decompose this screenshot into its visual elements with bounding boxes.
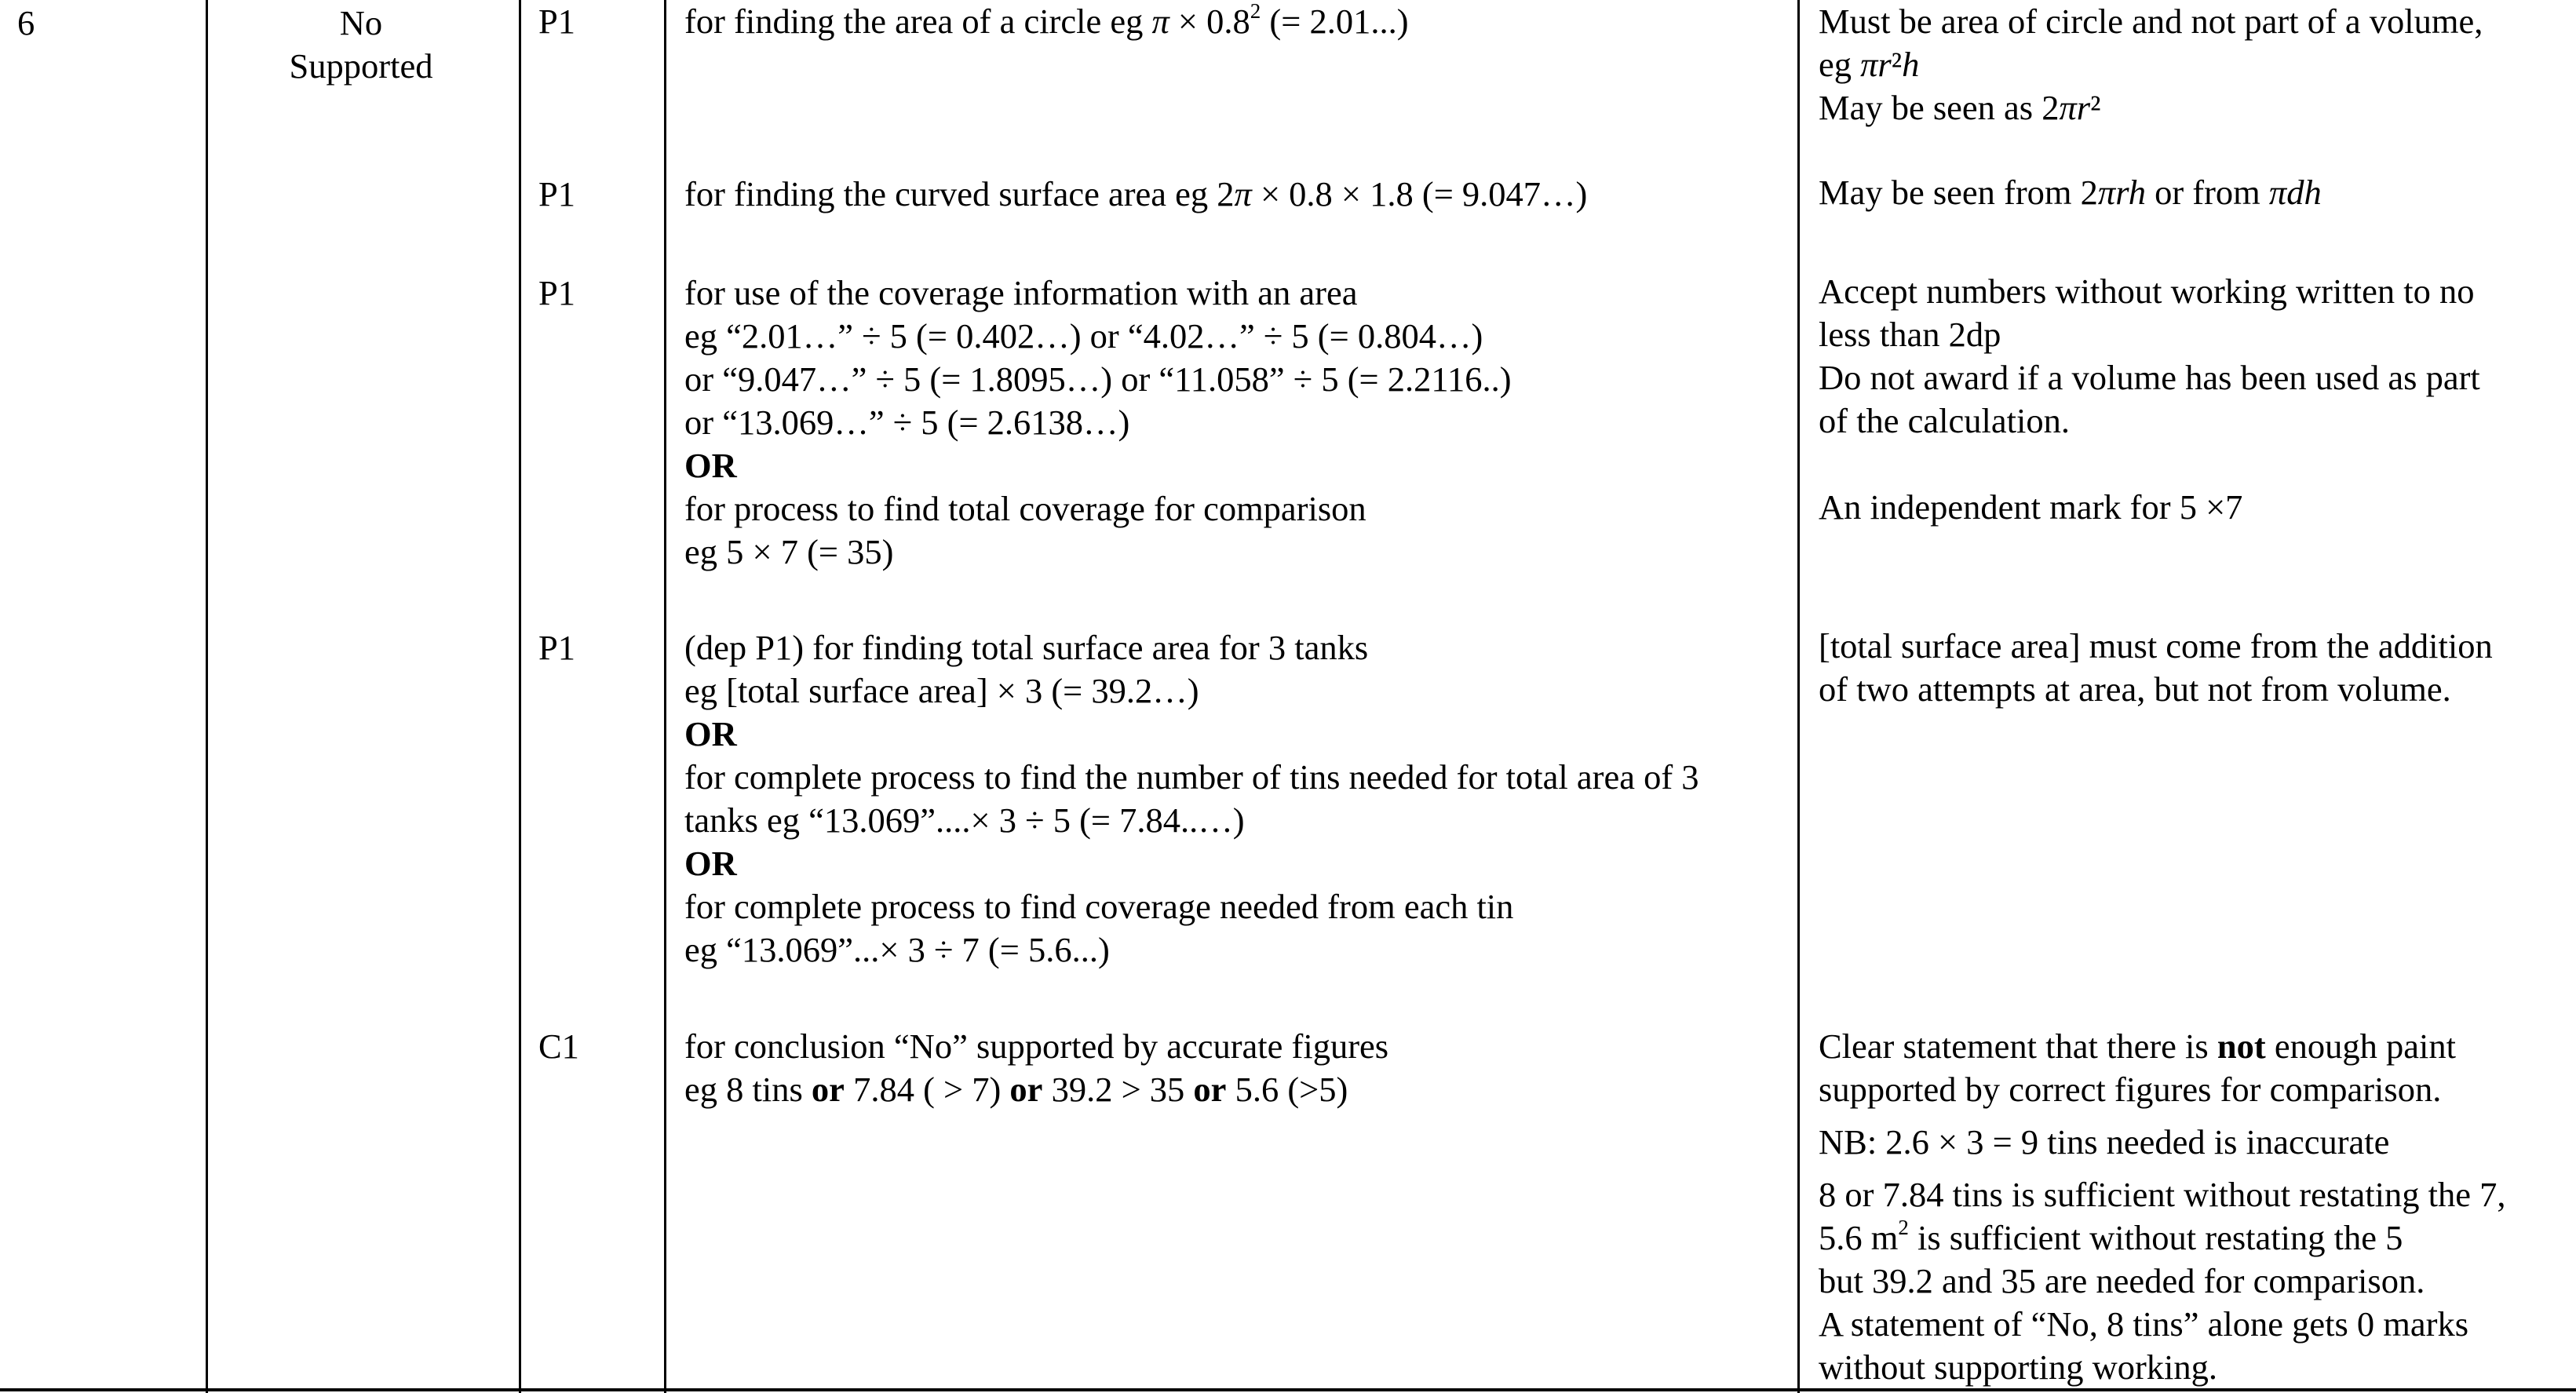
working-cell: [684, 272, 1512, 574]
note-line: supported by correct figures for comparison.: [1819, 1070, 2442, 1109]
note-line: An independent mark for 5 ×7: [1819, 487, 2243, 527]
working-cell: [684, 0, 1409, 43]
note-line: of the calculation.: [1819, 401, 2071, 440]
working-line: for complete process to find coverage needed from each tin: [684, 887, 1514, 926]
answer-cell: [196, 2, 526, 88]
working-line: or “9.047…” ÷ 5 (= 1.8095…) or “11.058” ÷ 5 (= 2.2116..): [684, 359, 1512, 399]
note-line: 8 or 7.84 tins is sufficient without restating the 7,: [1819, 1175, 2506, 1214]
or-separator: OR: [684, 714, 737, 753]
notes-cell: [1819, 270, 2480, 529]
working-line: for use of the coverage information with an area: [684, 273, 1358, 312]
note-line: May be seen from 2πrh or from πdh: [1819, 173, 2322, 212]
column-divider: [1797, 0, 1800, 1393]
column-divider: [519, 0, 521, 1393]
working-line: for conclusion “No” supported by accurate figures: [684, 1027, 1389, 1066]
note-line: without supporting working.: [1819, 1347, 2218, 1387]
note-line: Clear statement that there is not enough paint: [1819, 1027, 2456, 1066]
note-line: May be seen as 2πr²: [1819, 88, 2101, 127]
mark-code: P1: [538, 174, 575, 213]
working-line: for finding the area of a circle eg $\pi \times 0.8^2$ (= 2.01...): [684, 0, 1409, 41]
note-line: [total surface area] must come from the addition: [1819, 626, 2493, 666]
mark-code: P1: [538, 628, 575, 667]
column-divider: [206, 0, 208, 1393]
working-cell: [684, 626, 1699, 972]
column-divider: [664, 0, 666, 1393]
working-cell: [684, 173, 1587, 216]
working-line: tanks eg “13.069”....× 3 ÷ 5 (= 7.84..…): [684, 800, 1245, 840]
answer-line: No: [339, 3, 383, 42]
working-line: or “13.069…” ÷ 5 (= 2.6138…): [684, 403, 1130, 442]
note-line: 5.6 $m^2$ is sufficient without restating the 5: [1819, 1216, 2403, 1257]
working-line: (dep P1) for finding total surface area for 3 tanks: [684, 628, 1369, 667]
note-line: of two attempts at area, but not from volume.: [1819, 669, 2451, 709]
working-line: for complete process to find the number of tins needed for total area of 3: [684, 757, 1699, 797]
working-line: for process to find total coverage for comparison: [684, 489, 1366, 528]
working-cell: [684, 1025, 1388, 1111]
or-separator: OR: [684, 844, 737, 883]
mark-code: C1: [538, 1027, 579, 1066]
working-line: eg 8 tins or 7.84 ( > 7) or 39.2 > 35 or 5.6 (>5): [684, 1070, 1348, 1109]
or-separator: OR: [684, 446, 737, 485]
note-line: Accept numbers without working written to no: [1819, 272, 2475, 311]
working-line: eg [total surface area] × 3 (= 39.2…): [684, 671, 1199, 710]
question-number: 6: [17, 3, 35, 42]
note-line: eg πr²h: [1819, 45, 1920, 84]
working-line: for finding the curved surface area eg 2π × 0.8 × 1.8 (= 9.047…): [684, 174, 1588, 213]
working-line: eg “13.069”...× 3 ÷ 7 (= 5.6...): [684, 930, 1110, 969]
note-line: Do not award if a volume has been used as part: [1819, 358, 2480, 397]
answer-line: Supported: [289, 46, 433, 86]
note-line: NB: 2.6 × 3 = 9 tins needed is inaccurate: [1819, 1122, 2390, 1161]
note-line: but 39.2 and 35 are needed for comparison.: [1819, 1261, 2425, 1300]
note-line: less than 2dp: [1819, 315, 2001, 354]
mark-code: P1: [538, 2, 575, 41]
notes-cell: [1819, 1025, 2506, 1389]
working-line: eg “2.01…” ÷ 5 (= 0.402…) or “4.02…” ÷ 5 (= 0.804…): [684, 316, 1483, 356]
notes-cell: [1819, 625, 2493, 711]
notes-cell: [1819, 171, 2322, 214]
working-line: eg 5 × 7 (= 35): [684, 532, 894, 571]
mark-code: P1: [538, 273, 575, 312]
note-line: A statement of “No, 8 tins” alone gets 0 marks: [1819, 1304, 2469, 1344]
note-line: Must be area of circle and not part of a volume,: [1819, 2, 2483, 41]
notes-cell: [1819, 0, 2483, 129]
